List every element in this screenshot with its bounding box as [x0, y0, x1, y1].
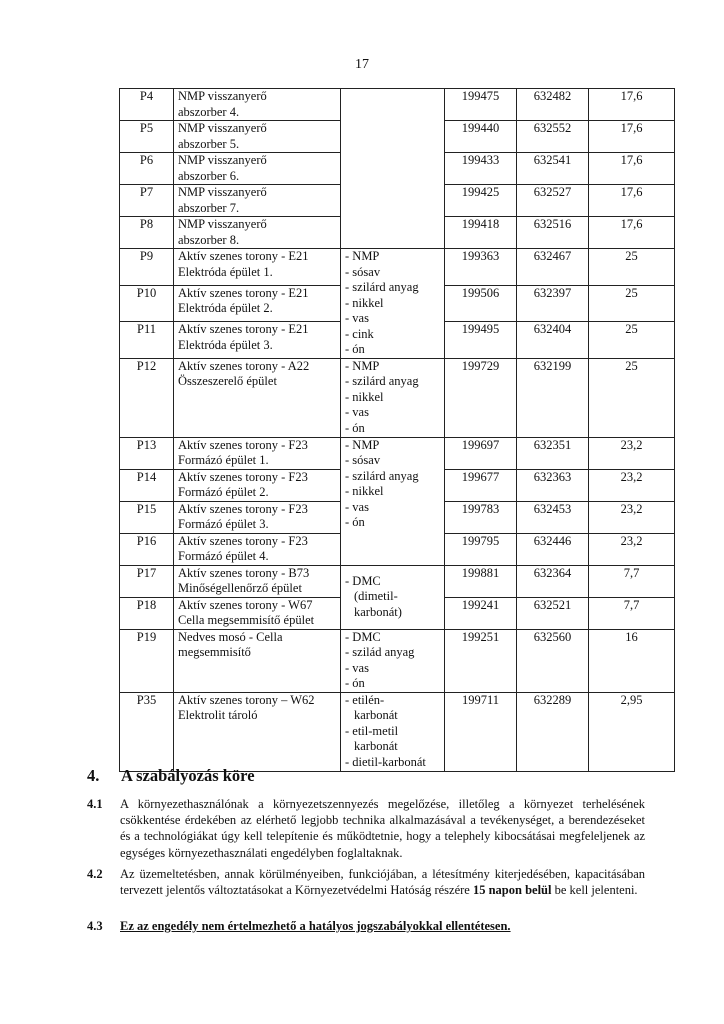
description-line: Aktív szenes torony - A22: [178, 358, 310, 373]
pollutant-line: - nikkel: [345, 389, 384, 404]
stack-height-cell: 25: [589, 322, 675, 359]
stack-height-cell: 23,2: [589, 501, 675, 533]
description-line: NMP visszanyerő: [178, 185, 267, 199]
eov-x-cell: 199795: [445, 533, 517, 565]
point-id-cell: P18: [120, 597, 174, 629]
eov-y-cell: 632363: [517, 469, 589, 501]
pollutants-cell: [341, 565, 445, 629]
eov-x-cell: 199433: [445, 153, 517, 185]
description-line: Elektrolit tároló: [178, 708, 258, 722]
stack-height-cell: 23,2: [589, 533, 675, 565]
stack-height-cell: 17,6: [589, 217, 675, 249]
pollutant-line: - szilád anyag: [345, 645, 415, 659]
eov-y-cell: 632364: [517, 565, 589, 597]
section-heading: [87, 766, 255, 786]
pollutant-line: - sósav: [345, 453, 381, 467]
point-id-cell: P17: [120, 565, 174, 597]
pollutant-line: karbonát: [354, 708, 398, 722]
eov-y-cell: 632521: [517, 597, 589, 629]
eov-y-cell: 632482: [517, 89, 589, 121]
point-id-cell: P11: [120, 322, 174, 359]
description-line: Aktív szenes torony - B73: [178, 565, 310, 580]
emission-points-table: [119, 88, 675, 772]
stack-height-cell: 17,6: [589, 89, 675, 121]
description-line: NMP visszanyerő: [178, 121, 267, 135]
pollutant-line: - vas: [345, 405, 369, 419]
eov-y-cell: 632397: [517, 285, 589, 322]
eov-x-cell: 199711: [445, 692, 517, 771]
table-row: [120, 565, 675, 597]
stack-height-cell: 16: [589, 629, 675, 692]
underlined-statement: Ez az engedély nem értelmezhető a hatályos jogszabályokkal ellentétesen.: [120, 919, 511, 933]
eov-y-cell: 632404: [517, 322, 589, 359]
eov-y-cell: 632199: [517, 358, 589, 437]
source-description-cell: [174, 533, 341, 565]
description-line: Cella megsemmisítő épület: [178, 613, 315, 627]
pollutant-line: - vas: [345, 660, 369, 675]
point-id-cell: P5: [120, 121, 174, 153]
pollutant-line: - szilárd anyag: [345, 374, 419, 388]
pollutant-line: karbonát): [354, 604, 402, 619]
source-description-cell: [174, 153, 341, 185]
point-id-cell: P15: [120, 501, 174, 533]
stack-height-cell: 7,7: [589, 597, 675, 629]
source-description-cell: [174, 469, 341, 501]
pollutant-line: - sósav: [345, 264, 381, 279]
paragraph-4-3: [87, 918, 645, 934]
pollutant-line: karbonát: [354, 739, 398, 753]
description-line: abszorber 5.: [178, 136, 240, 151]
paragraph-number: 4.2: [87, 867, 103, 881]
eov-y-cell: 632552: [517, 121, 589, 153]
source-description-cell: [174, 437, 341, 469]
description-line: abszorber 4.: [178, 104, 240, 119]
paragraph-number: 4.1: [87, 797, 103, 811]
stack-height-cell: 7,7: [589, 565, 675, 597]
point-id-cell: P8: [120, 217, 174, 249]
description-line: Aktív szenes torony – W62: [178, 692, 315, 707]
source-description-cell: [174, 501, 341, 533]
description-line: Aktív szenes torony - E21: [178, 285, 309, 300]
eov-x-cell: 199783: [445, 501, 517, 533]
pollutant-line: - ón: [345, 515, 365, 529]
pollutant-line: - etilén-: [345, 692, 385, 707]
source-description-cell: [174, 565, 341, 597]
pollutants-cell: [341, 249, 445, 359]
table-row: [120, 89, 675, 121]
point-id-cell: P14: [120, 469, 174, 501]
description-line: Elektróda épület 2.: [178, 301, 273, 315]
table-row: [120, 358, 675, 437]
pollutant-line: - dietil-karbonát: [345, 754, 426, 769]
eov-x-cell: 199241: [445, 597, 517, 629]
point-id-cell: P19: [120, 629, 174, 692]
point-id-cell: P10: [120, 285, 174, 322]
eov-x-cell: 199418: [445, 217, 517, 249]
description-line: Formázó épület 1.: [178, 453, 269, 467]
point-id-cell: P12: [120, 358, 174, 437]
pollutant-line: - szilárd anyag: [345, 280, 419, 294]
table-row: [120, 249, 675, 286]
eov-y-cell: 632560: [517, 629, 589, 692]
pollutants-cell: [341, 629, 445, 692]
eov-x-cell: 199697: [445, 437, 517, 469]
paragraph-4-1: [87, 796, 645, 861]
description-line: NMP visszanyerő: [178, 89, 267, 103]
point-id-cell: P16: [120, 533, 174, 565]
description-line: Nedves mosó - Cella: [178, 629, 283, 644]
pollutant-line: - DMC: [345, 573, 381, 588]
pollutant-line: (dimetil-: [354, 589, 398, 604]
eov-x-cell: 199729: [445, 358, 517, 437]
pollutant-line: - NMP: [345, 358, 380, 373]
source-description-cell: [174, 597, 341, 629]
description-line: NMP visszanyerő: [178, 217, 267, 231]
deadline-bold: 15 napon belül: [472, 883, 552, 898]
page-number: 17: [355, 57, 369, 72]
description-line: Aktív szenes torony - F23: [178, 501, 308, 516]
description-line: Aktív szenes torony - F23: [178, 437, 308, 452]
description-line: Aktív szenes torony - E21: [178, 249, 309, 263]
description-line: Aktív szenes torony - F23: [178, 469, 308, 484]
stack-height-cell: 17,6: [589, 185, 675, 217]
pollutant-line: - nikkel: [345, 484, 384, 498]
stack-height-cell: 23,2: [589, 469, 675, 501]
eov-y-cell: 632541: [517, 153, 589, 185]
eov-x-cell: 199506: [445, 285, 517, 322]
description-line: Elektróda épület 1.: [178, 264, 273, 279]
eov-x-cell: 199495: [445, 322, 517, 359]
table-row: [120, 629, 675, 692]
eov-x-cell: 199881: [445, 565, 517, 597]
eov-y-cell: 632467: [517, 249, 589, 286]
source-description-cell: [174, 249, 341, 286]
description-line: Formázó épület 3.: [178, 517, 269, 531]
description-line: Aktív szenes torony - F23: [178, 533, 308, 548]
point-id-cell: P6: [120, 153, 174, 185]
paragraph-4-2: [87, 866, 645, 898]
point-id-cell: P35: [120, 692, 174, 771]
point-id-cell: P7: [120, 185, 174, 217]
description-line: Összeszerelő épület: [178, 374, 277, 388]
pollutant-line: - NMP: [345, 249, 380, 263]
pollutant-line: - cink: [345, 326, 374, 341]
source-description-cell: [174, 121, 341, 153]
eov-y-cell: 632527: [517, 185, 589, 217]
source-description-cell: [174, 692, 341, 771]
description-line: Aktív szenes torony - E21: [178, 322, 309, 336]
paragraph-text: A környezethasználónak a környezetszennyezés megelőzése, illetőleg a környezet terhelésének csökkentése érdekében az elérhető legjobb technika alkalmazásával a tevékenységet, a berendezéseket és a technológiákat úgy kell telepítenie és működtetnie, hogy a telephely kibocsátásai megfeleljenek az egységes környezethasználati engedélyben foglaltaknak.: [120, 797, 645, 860]
source-description-cell: [174, 629, 341, 692]
table-row: [120, 692, 675, 771]
pollutant-line: - etil-metil: [345, 723, 399, 738]
section-number: 4.: [87, 766, 100, 785]
stack-height-cell: 23,2: [589, 437, 675, 469]
pollutants-cell: [341, 89, 445, 249]
pollutant-line: - szilárd anyag: [345, 468, 419, 483]
pollutant-line: - vas: [345, 499, 369, 514]
table-row: [120, 437, 675, 469]
pollutant-line: - ón: [345, 420, 365, 435]
stack-height-cell: 2,95: [589, 692, 675, 771]
description-line: Minőségellenőrző épület: [178, 581, 302, 595]
stack-height-cell: 25: [589, 285, 675, 322]
description-line: abszorber 8.: [178, 232, 240, 247]
eov-x-cell: 199440: [445, 121, 517, 153]
stack-height-cell: 17,6: [589, 153, 675, 185]
paragraph-text: [120, 918, 645, 934]
paragraph-number: 4.3: [87, 919, 103, 933]
description-line: Formázó épület 4.: [178, 549, 269, 563]
eov-x-cell: 199425: [445, 185, 517, 217]
eov-x-cell: 199475: [445, 89, 517, 121]
pollutants-cell: [341, 358, 445, 437]
eov-y-cell: 632289: [517, 692, 589, 771]
eov-x-cell: 199677: [445, 469, 517, 501]
section-title: A szabályozás köre: [121, 766, 255, 785]
paragraph-text-part: be kell jelenteni.: [551, 883, 638, 898]
eov-y-cell: 632446: [517, 533, 589, 565]
description-line: megsemmisítő: [178, 645, 251, 659]
eov-y-cell: 632351: [517, 437, 589, 469]
pollutant-line: - vas: [345, 311, 369, 325]
description-line: Elektróda épület 3.: [178, 337, 273, 352]
eov-x-cell: 199251: [445, 629, 517, 692]
paragraph-text: [120, 866, 645, 898]
source-description-cell: [174, 358, 341, 437]
eov-y-cell: 632453: [517, 501, 589, 533]
eov-y-cell: 632516: [517, 217, 589, 249]
source-description-cell: [174, 89, 341, 121]
source-description-cell: [174, 322, 341, 359]
pollutants-cell: [341, 437, 445, 565]
source-description-cell: [174, 217, 341, 249]
source-description-cell: [174, 185, 341, 217]
eov-x-cell: 199363: [445, 249, 517, 286]
description-line: Aktív szenes torony - W67: [178, 597, 313, 612]
point-id-cell: P13: [120, 437, 174, 469]
description-line: abszorber 7.: [178, 200, 240, 215]
pollutant-line: - DMC: [345, 629, 381, 644]
description-line: Formázó épület 2.: [178, 485, 269, 499]
source-description-cell: [174, 285, 341, 322]
paragraph-text-part: Az üzemeltetésben, annak körülményeiben, funkciójában, a létesítmény kiterjedésében, kapacitásában tervezett jelentős változtatásokat a Környezetvédelmi Hatóság részére: [120, 867, 645, 898]
point-id-cell: P9: [120, 249, 174, 286]
description-line: abszorber 6.: [178, 168, 240, 183]
point-id-cell: P4: [120, 89, 174, 121]
pollutant-line: - nikkel: [345, 295, 384, 310]
pollutant-line: - ón: [345, 342, 365, 356]
stack-height-cell: 25: [589, 358, 675, 437]
description-line: NMP visszanyerő: [178, 153, 267, 167]
pollutants-cell: [341, 692, 445, 771]
stack-height-cell: 17,6: [589, 121, 675, 153]
stack-height-cell: 25: [589, 249, 675, 286]
pollutant-line: - ón: [345, 676, 365, 690]
pollutant-line: - NMP: [345, 437, 380, 452]
